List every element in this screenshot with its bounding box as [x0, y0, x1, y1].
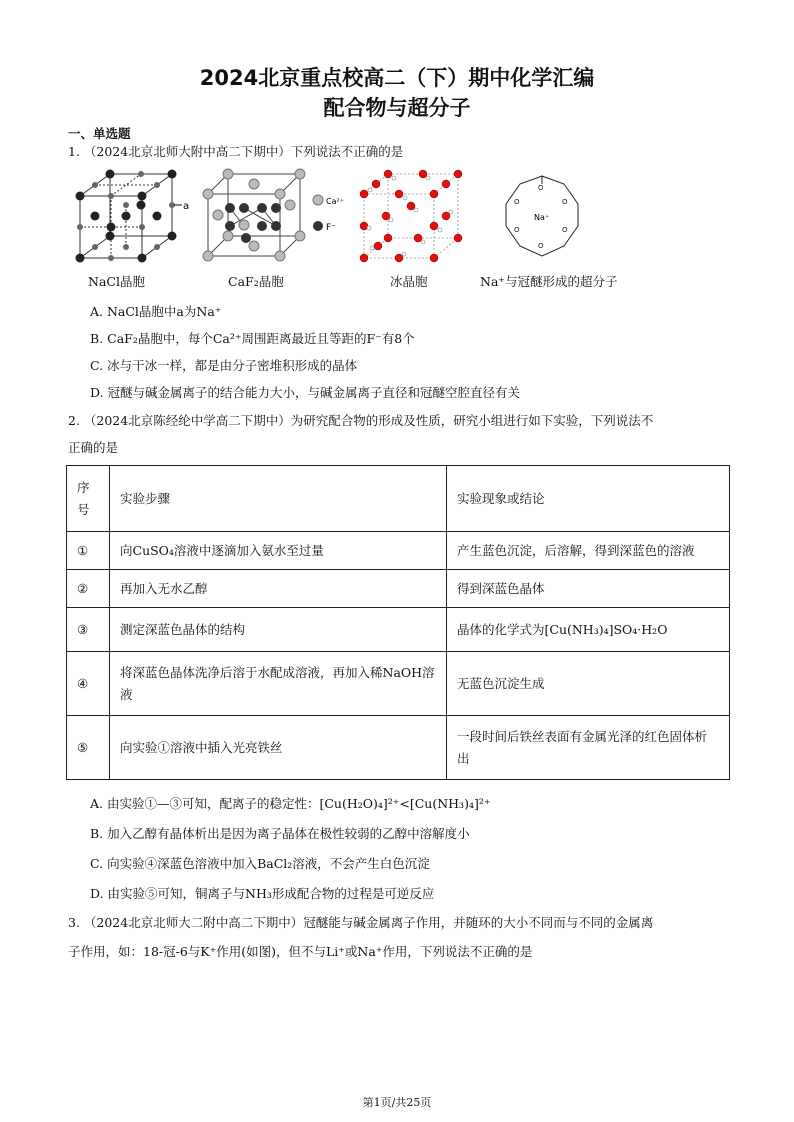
caption-caf2: CaF₂晶胞	[228, 274, 284, 289]
row-index: ②	[67, 570, 110, 608]
ice-cell-figure	[358, 168, 464, 264]
q2-option-b: B. 加入乙醇有晶体析出是因为离子晶体在极性较弱的乙醇中溶解度小	[90, 826, 470, 841]
row-result: 无蓝色沉淀生成	[447, 652, 730, 716]
legend-ca: Ca²⁺	[326, 197, 344, 206]
header-index: 序号	[67, 466, 110, 532]
doc-subtitle: 配合物与超分子	[323, 96, 471, 120]
q1-option-a: A. NaCl晶胞中a为Na⁺	[90, 304, 222, 319]
table-row	[67, 570, 730, 608]
table-row	[67, 608, 730, 652]
svg-text:O: O	[538, 184, 544, 192]
svg-text:O: O	[562, 226, 568, 234]
row-step: 将深蓝色晶体洗净后溶于水配成溶液，再加入稀NaOH溶液	[110, 652, 447, 716]
q2-option-d: D. 由实验⑤可知，铜离子与NH₃形成配合物的过程是可逆反应	[90, 886, 435, 901]
row-result: 产生蓝色沉淀，后溶解，得到深蓝色的溶液	[447, 532, 730, 570]
caf2-cell-figure	[200, 168, 360, 264]
row-result: 晶体的化学式为[Cu(NH₃)₄]SO₄·H₂O	[447, 608, 730, 652]
doc-title: 2024北京重点校高二（下）期中化学汇编	[199, 66, 595, 90]
row-step: 向实验①溶液中插入光亮铁丝	[110, 716, 447, 780]
nacl-cell-figure	[70, 168, 190, 264]
row-result: 一段时间后铁丝表面有金属光泽的红色固体析出	[447, 716, 730, 780]
na-ion-label: Na⁺	[534, 213, 550, 222]
row-index: ①	[67, 532, 110, 570]
header-steps: 实验步骤	[110, 466, 447, 532]
q2-stem-line1: 2. （2024北京陈经纶中学高二下期中）为研究配合物的形成及性质，研究小组进行如下实验，下列说法不	[68, 413, 654, 428]
caption-crown: Na⁺与冠醚形成的超分子	[480, 274, 618, 289]
q1-option-c: C. 冰与干冰一样，都是由分子密堆积形成的晶体	[90, 358, 358, 373]
q3-stem-line1: 3. （2024北京北师大二附中高二下期中）冠醚能与碱金属离子作用，并随环的大小不同而与不同的金属离	[68, 915, 654, 930]
caption-ice: 冰晶胞	[390, 274, 428, 289]
svg-text:O: O	[562, 198, 568, 206]
row-step: 测定深蓝色晶体的结构	[110, 608, 447, 652]
q2-stem-line2: 正确的是	[68, 440, 119, 455]
table-row	[67, 532, 730, 570]
q1-option-d: D. 冠醚与碱金属离子的结合能力大小，与碱金属离子直径和冠醚空腔直径有关	[90, 385, 521, 400]
q1-stem: 1. （2024北京北师大附中高二下期中）下列说法不正确的是	[68, 144, 404, 159]
table-header-row	[67, 466, 730, 532]
crown-ether-figure	[494, 168, 590, 264]
svg-text:O: O	[514, 198, 520, 206]
header-result: 实验现象或结论	[447, 466, 730, 532]
svg-text:O: O	[514, 226, 520, 234]
caption-nacl: NaCl晶胞	[88, 274, 145, 289]
row-index: ③	[67, 608, 110, 652]
row-step: 再加入无水乙醇	[110, 570, 447, 608]
row-index: ④	[67, 652, 110, 716]
section-heading: 一、单选题	[68, 126, 131, 141]
q2-option-c: C. 向实验④深蓝色溶液中加入BaCl₂溶液，不会产生白色沉淀	[90, 856, 430, 871]
legend-f: F⁻	[326, 223, 336, 233]
page-footer: 第1页/共25页	[362, 1096, 432, 1109]
row-step: 向CuSO₄溶液中逐滴加入氨水至过量	[110, 532, 447, 570]
row-result: 得到深蓝色晶体	[447, 570, 730, 608]
table-row	[67, 652, 730, 716]
svg-text:O: O	[538, 242, 544, 250]
q3-stem-line2: 子作用，如：18-冠-6与K⁺作用(如图)，但不与Li⁺或Na⁺作用，下列说法不正确的是	[68, 944, 533, 959]
experiment-table	[66, 465, 730, 780]
table-row	[67, 716, 730, 780]
row-index: ⑤	[67, 716, 110, 780]
q1-option-b: B. CaF₂晶胞中，每个Ca²⁺周围距离最近且等距的F⁻有8个	[90, 331, 415, 346]
q2-option-a: A. 由实验①—③可知，配离子的稳定性：[Cu(H₂O)₄]²⁺<[Cu(NH₃)₄]²⁺	[90, 796, 491, 811]
nacl-label-a: a	[183, 201, 190, 212]
